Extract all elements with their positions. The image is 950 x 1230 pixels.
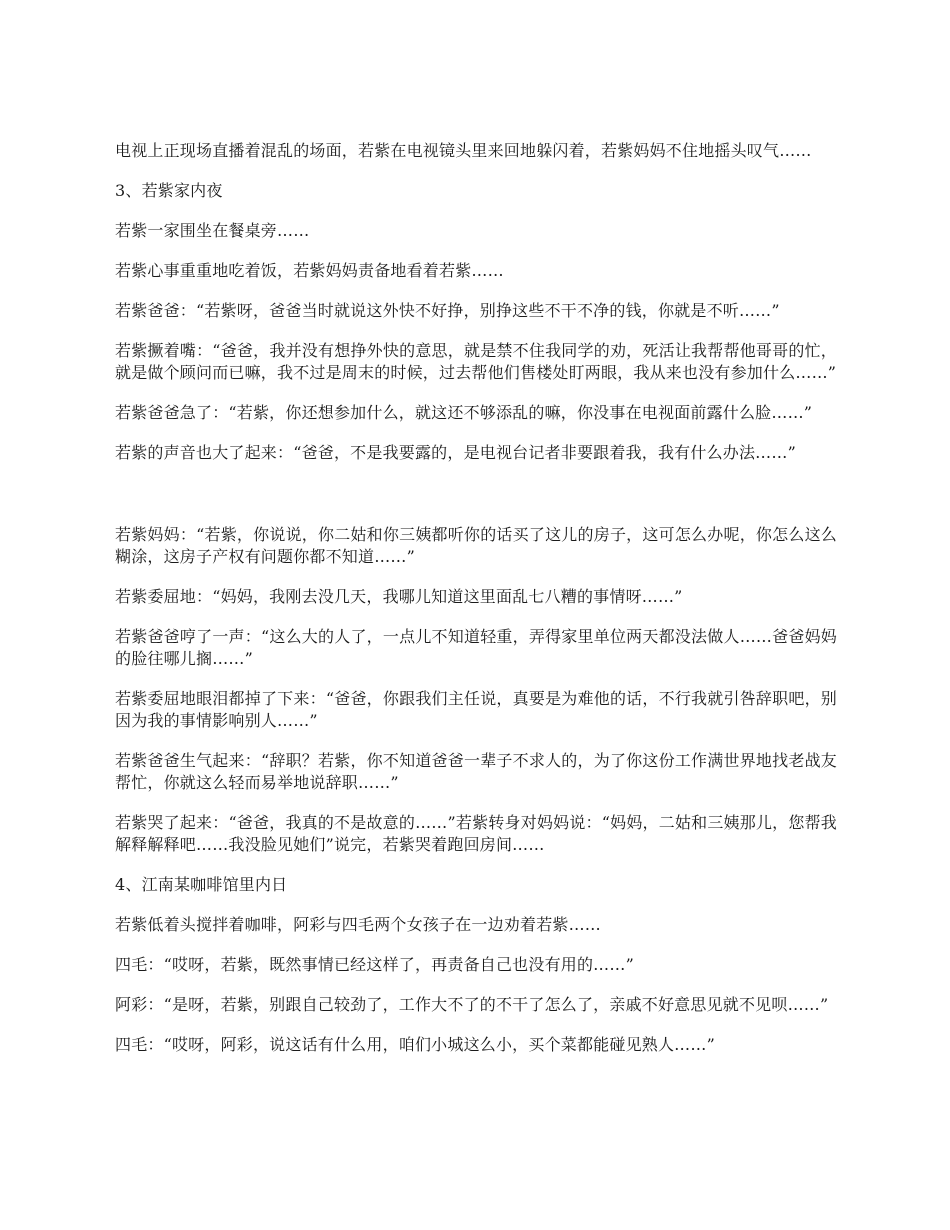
dialogue-paragraph: 若紫爸爸生气起来：“辞职？若紫，你不知道爸爸一辈子不求人的，为了你这份工作满世界地找老战友帮忙，你就这么轻而易举地说辞职……” [115,751,837,792]
scene-heading: 3、若紫家内夜 [115,181,223,200]
document-body [115,140,837,1074]
dialogue-paragraph: 若紫爸爸：“若紫呀，爸爸当时就说这外快不好挣，别挣这些不干不净的钱，你就是不听……” [115,301,780,320]
dialogue-paragraph: 若紫的声音也大了起来：“爸爸，不是我要露的，是电视台记者非要跟着我，我有什么办法……” [115,443,796,462]
paragraph: 若紫一家围坐在餐桌旁…… [115,221,310,240]
dialogue-paragraph: 四毛：“哎呀，若紫，既然事情已经这样了，再责备自己也没有用的……” [115,955,634,974]
scene-heading: 4、江南某咖啡馆里内日 [115,875,288,894]
dialogue-paragraph: 若紫妈妈：“若紫，你说说，你二姑和你三姨都听你的话买了这儿的房子，这可怎么办呢，你怎么这么糊涂，这房子产权有问题你都不知道……” [115,525,837,566]
dialogue-paragraph: 若紫委屈地：“妈妈，我刚去没几天，我哪儿知道这里面乱七八糟的事情呀……” [115,587,683,606]
dialogue-paragraph: 若紫哭了起来：“爸爸，我真的不是故意的……”若紫转身对妈妈说：“妈妈，二姑和三姨那儿，您帮我解释解释吧……我没脸见她们”说完，若紫哭着跑回房间…… [115,813,837,854]
dialogue-paragraph: 四毛：“哎呀，阿彩，说这话有什么用，咱们小城这么小，买个菜都能碰见熟人……” [115,1035,715,1054]
dialogue-paragraph: 阿彩：“是呀，若紫，别跟自己较劲了，工作大不了的不干了怎么了，亲戚不好意思见就不见呗……” [115,995,829,1014]
dialogue-paragraph: 若紫委屈地眼泪都掉了下来：“爸爸，你跟我们主任说，真要是为难他的话，不行我就引咎辞职吧，别因为我的事情影响别人……” [115,689,837,730]
dialogue-paragraph: 若紫爸爸哼了一声：“这么大的人了，一点儿不知道轻重，弄得家里单位两天都没法做人……爸爸妈妈的脸往哪儿搁……” [115,627,837,668]
paragraph: 电视上正现场直播着混乱的场面，若紫在电视镜头里来回地躲闪着，若紫妈妈不住地摇头叹气…… [115,141,812,160]
dialogue-paragraph: 若紫爸爸急了：“若紫，你还想参加什么，就这还不够添乱的嘛，你没事在电视面前露什么脸……” [115,403,813,422]
dialogue-paragraph: 若紫撅着嘴：“爸爸，我并没有想挣外快的意思，就是禁不住我同学的劝，死活让我帮帮他哥哥的忙，就是做个顾问而已嘛，我不过是周末的时候，过去帮他们售楼处盯两眼，我从来也没有参加什么……” [115,341,837,382]
blank-gap [115,482,837,524]
paragraph: 若紫心事重重地吃着饭，若紫妈妈责备地看着若紫…… [115,261,504,280]
paragraph: 若紫低着头搅拌着咖啡，阿彩与四毛两个女孩子在一边劝着若紫…… [115,915,602,934]
